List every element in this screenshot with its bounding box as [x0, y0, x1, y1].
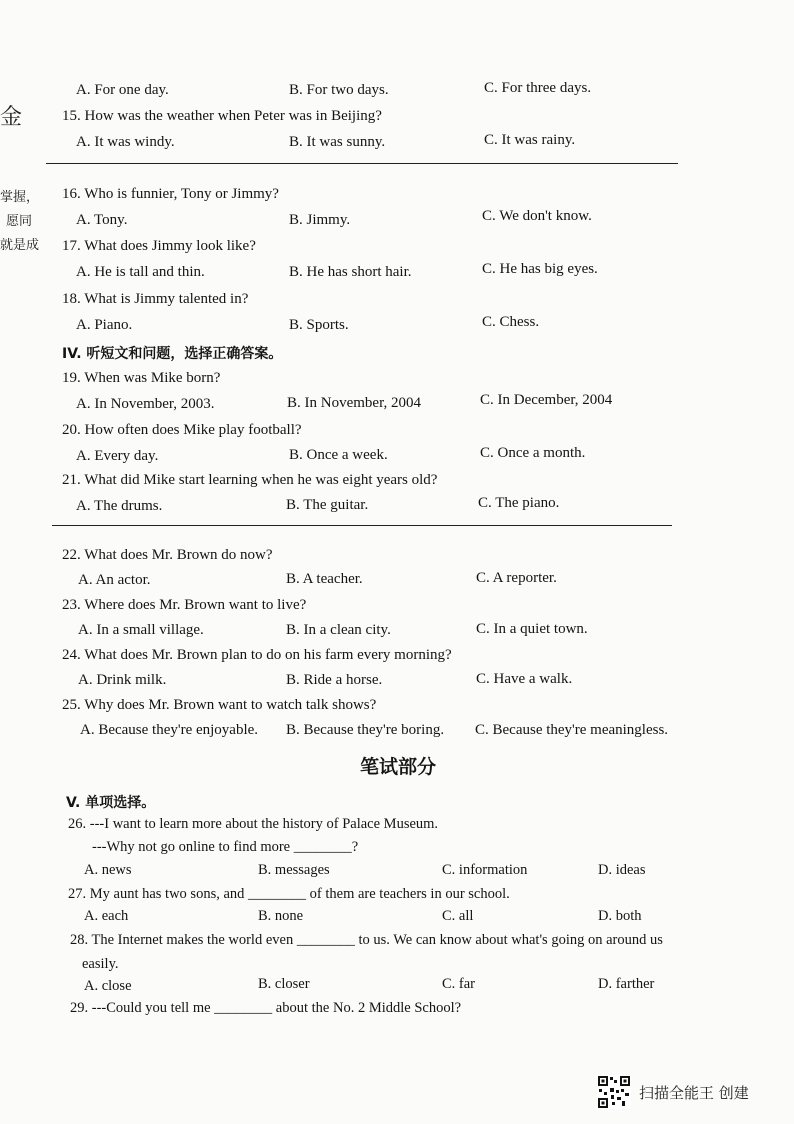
q17-option-a: A. He is tall and thin. — [76, 264, 205, 280]
q25-option-b: B. Because they're boring. — [286, 722, 445, 738]
q19-option-a: A. In November, 2003. — [76, 396, 215, 412]
q29-question: 29. ---Could you tell me ________ about the No. 2 Middle School? — [70, 1000, 462, 1016]
q27-option-a: A. each — [84, 908, 129, 924]
q28-option-c: C. far — [442, 976, 476, 992]
q26-line2: ---Why not go online to find more ________? — [92, 839, 359, 855]
q25-option-c: C. Because they're meaningless. — [475, 722, 669, 738]
q24-option-b: B. Ride a horse. — [286, 672, 383, 688]
q27-option-c: C. all — [442, 908, 474, 924]
q18-option-b: B. Sports. — [289, 317, 349, 333]
q21-question: 21. What did Mike start learning when he was eight years old? — [62, 472, 438, 488]
q17-option-b: B. He has short hair. — [289, 264, 412, 280]
margin-fragment: 金 — [0, 105, 23, 130]
q26-option-d: D. ideas — [598, 862, 646, 878]
q15-option-b: B. It was sunny. — [289, 134, 386, 150]
q20-question: 20. How often does Mike play football? — [62, 422, 302, 438]
qr-code-icon — [597, 1075, 631, 1109]
section-iv-heading: IV. 听短文和问题，选择正确答案。 — [62, 346, 283, 362]
q23-option-b: B. In a clean city. — [286, 622, 391, 638]
q20-option-b: B. Once a week. — [289, 447, 388, 463]
q16-question: 16. Who is funnier, Tony or Jimmy? — [62, 186, 279, 202]
q18-question: 18. What is Jimmy talented in? — [62, 291, 249, 307]
q28-option-d: D. farther — [598, 976, 655, 992]
q18-option-c: C. Chess. — [482, 314, 540, 330]
q15-option-c: C. It was rainy. — [484, 132, 576, 148]
q27-option-d: D. both — [598, 908, 642, 924]
q19-option-c: C. In December, 2004 — [480, 392, 613, 408]
q16-option-a: A. Tony. — [76, 212, 128, 228]
scanner-watermark: 扫描全能王 创建 — [639, 1084, 749, 1102]
q21-option-a: A. The drums. — [76, 498, 163, 514]
q20-option-a: A. Every day. — [76, 448, 159, 464]
q17-question: 17. What does Jimmy look like? — [62, 238, 256, 254]
q21-option-b: B. The guitar. — [286, 497, 369, 513]
q27-question: 27. My aunt has two sons, and ________ of them are teachers in our school. — [68, 886, 510, 902]
q22-option-c: C. A reporter. — [476, 570, 557, 586]
q28-line1: 28. The Internet makes the world even ________ to us. We can know about what's going on around us — [70, 932, 663, 948]
q26-line1: 26. ---I want to learn more about the history of Palace Museum. — [68, 816, 439, 832]
section-v-heading: V. 单项选择。 — [66, 795, 156, 811]
q26-option-c: C. information — [442, 862, 528, 878]
q22-option-a: A. An actor. — [78, 572, 151, 588]
margin-text-1: 掌握， — [0, 190, 40, 205]
q26-option-b: B. messages — [258, 862, 330, 878]
q15-question: 15. How was the weather when Peter was in Beijing? — [62, 108, 382, 124]
q17-option-c: C. He has big eyes. — [482, 261, 598, 277]
q14-option-c: C. For three days. — [484, 80, 592, 96]
q28-line2: easily. — [82, 956, 119, 972]
q16-option-b: B. Jimmy. — [289, 212, 351, 228]
q24-option-a: A. Drink milk. — [78, 672, 167, 688]
q24-question: 24. What does Mr. Brown plan to do on his farm every morning? — [62, 647, 452, 663]
q25-question: 25. Why does Mr. Brown want to watch talk shows? — [62, 697, 377, 713]
written-section-title: 笔试部分 — [360, 756, 437, 778]
q18-option-a: A. Piano. — [76, 317, 133, 333]
q20-option-c: C. Once a month. — [480, 445, 586, 461]
q14-option-a: A. For one day. — [76, 82, 169, 98]
q15-option-a: A. It was windy. — [76, 134, 175, 150]
q14-option-b: B. For two days. — [289, 82, 389, 98]
section-divider — [52, 525, 672, 526]
q22-option-b: B. A teacher. — [286, 571, 363, 587]
section-divider — [46, 163, 678, 164]
q26-option-a: A. news — [84, 862, 132, 878]
q23-option-a: A. In a small village. — [78, 622, 204, 638]
q28-option-a: A. close — [84, 978, 132, 994]
margin-text-2: 愿同 — [6, 214, 33, 229]
q27-option-b: B. none — [258, 908, 304, 924]
q21-option-c: C. The piano. — [478, 495, 560, 511]
q25-option-a: A. Because they're enjoyable. — [80, 722, 259, 738]
q23-question: 23. Where does Mr. Brown want to live? — [62, 597, 307, 613]
margin-text-3: 就是成 — [0, 238, 40, 253]
q23-option-c: C. In a quiet town. — [476, 621, 588, 637]
q28-option-b: B. closer — [258, 976, 310, 992]
q19-question: 19. When was Mike born? — [62, 370, 221, 386]
q19-option-b: B. In November, 2004 — [287, 395, 421, 411]
q24-option-c: C. Have a walk. — [476, 671, 573, 687]
q22-question: 22. What does Mr. Brown do now? — [62, 547, 273, 563]
q16-option-c: C. We don't know. — [482, 208, 592, 224]
